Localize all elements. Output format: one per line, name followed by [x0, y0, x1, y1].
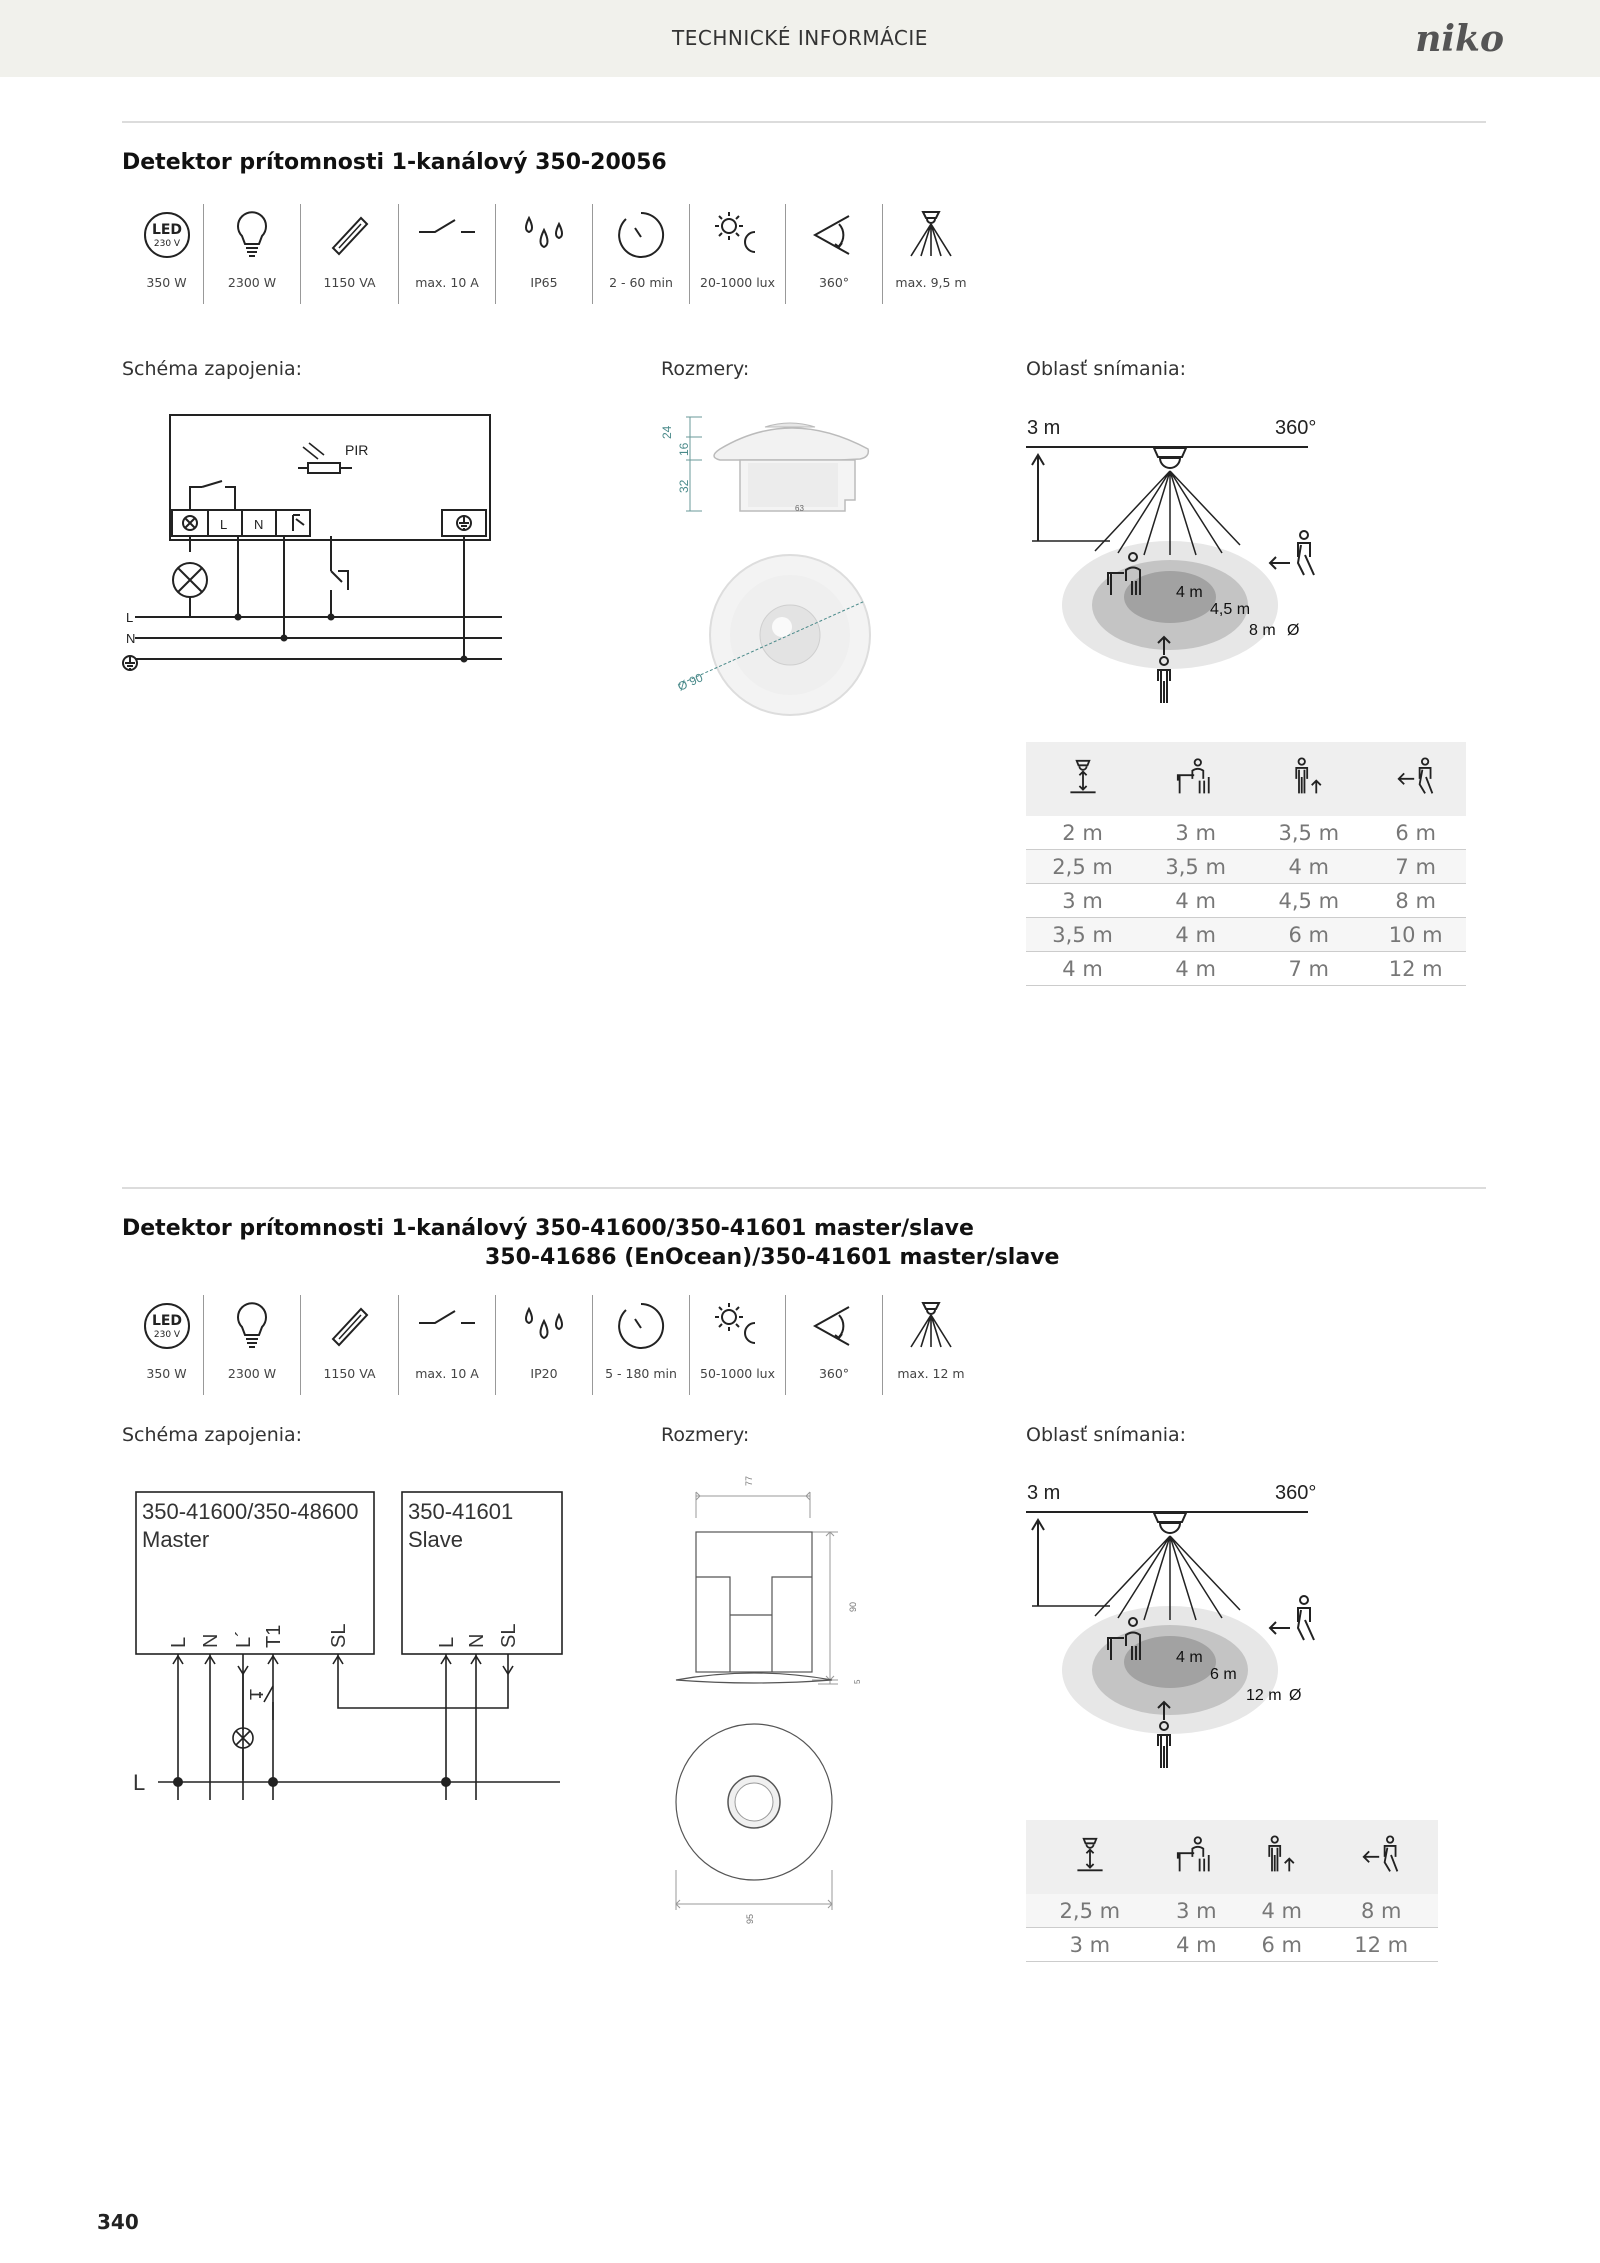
- radius-outer: 8 m: [1249, 622, 1276, 639]
- spec-ip: [496, 1295, 593, 1395]
- master-terminal-l: L: [168, 1636, 190, 1648]
- area-label: Oblasť snímania:: [1026, 358, 1187, 380]
- led-lamp-icon: [142, 210, 192, 260]
- spec-value: 50-1000 lux: [700, 1366, 775, 1381]
- dim-gap: 5: [853, 1679, 862, 1684]
- detection-angle: 360°: [1275, 417, 1317, 439]
- product-title-line2: 350-41686 (EnOcean)/350-41601 master/slave: [485, 1245, 1060, 1270]
- detection-area-diagram: [1024, 405, 1324, 705]
- sun-moon-icon: [711, 210, 765, 260]
- passing-person-icon: [1361, 1835, 1401, 1875]
- spec-value: 2 - 60 min: [609, 275, 673, 290]
- wiring-diagram: [120, 405, 510, 690]
- spec-value: 350 W: [146, 1366, 187, 1381]
- detection-area-diagram: [1024, 1470, 1324, 1770]
- spec-value: 20-1000 lux: [700, 275, 775, 290]
- led-text: LED: [151, 1313, 182, 1329]
- spec-timer: [593, 204, 690, 304]
- spec-value: IP20: [530, 1366, 558, 1381]
- spec-value: IP65: [530, 275, 558, 290]
- spec-led: [130, 204, 204, 304]
- col-ceiling-height: [1026, 742, 1139, 816]
- master-slave-wiring-diagram: [128, 1480, 568, 1810]
- spec-value: 2300 W: [227, 1366, 277, 1381]
- col-ceiling-height: [1026, 1820, 1154, 1894]
- seated-person-icon: [1176, 757, 1216, 797]
- slave-terminal-n: N: [466, 1633, 488, 1648]
- spec-angle: [786, 1295, 883, 1395]
- dimensions-label: Rozmery:: [661, 1424, 750, 1446]
- detection-angle: 360°: [1275, 1482, 1317, 1504]
- col-passing: [1324, 1820, 1438, 1894]
- passing-person-icon: [1396, 757, 1436, 797]
- ceiling-height-icon: [1065, 757, 1101, 797]
- detector-range-icon: [906, 210, 956, 260]
- water-drops-icon: [519, 210, 569, 260]
- timer-icon: [616, 210, 666, 260]
- walking-person-icon: [1262, 1835, 1302, 1875]
- table-row: [1026, 884, 1466, 918]
- spec-range: [883, 204, 979, 304]
- spec-switch: [399, 1295, 496, 1395]
- table-cell: 4 m: [1139, 952, 1252, 986]
- spec-lux: [690, 204, 786, 304]
- line-l-label: L: [126, 610, 134, 625]
- spec-tube: [301, 1295, 399, 1395]
- slave-role: Slave: [408, 1527, 464, 1552]
- table-header: [1026, 1820, 1438, 1894]
- detection-range-table: [1026, 1820, 1438, 1962]
- table-cell: 3,5 m: [1252, 816, 1365, 850]
- spec-value: max. 10 A: [415, 1366, 479, 1381]
- table-cell: 7 m: [1365, 850, 1466, 884]
- radius-outer: 12 m: [1246, 1687, 1282, 1704]
- radius-inner: 4 m: [1176, 584, 1203, 601]
- table-cell: 6 m: [1252, 918, 1365, 952]
- spec-tube: [301, 204, 399, 304]
- led-voltage: 230 V: [153, 239, 180, 249]
- table-cell: 8 m: [1365, 884, 1466, 918]
- spec-value: max. 9,5 m: [895, 275, 967, 290]
- slave-terminal-sl: SL: [498, 1623, 520, 1648]
- sun-moon-icon: [711, 1301, 765, 1351]
- table-cell: 12 m: [1324, 1928, 1438, 1962]
- col-seated: [1154, 1820, 1239, 1894]
- master-terminal-sl: SL: [328, 1623, 350, 1648]
- table-cell: 3 m: [1026, 1928, 1154, 1962]
- spec-value: 360°: [818, 275, 850, 290]
- table-cell: 3 m: [1139, 816, 1252, 850]
- table-cell: 6 m: [1365, 816, 1466, 850]
- master-role: Master: [142, 1527, 210, 1552]
- angle-icon: [809, 210, 859, 260]
- table-cell: 4 m: [1139, 884, 1252, 918]
- fluorescent-tube-icon: [325, 210, 375, 260]
- dim-width-top: 77: [744, 1475, 754, 1486]
- table-row: [1026, 850, 1466, 884]
- table-cell: 7 m: [1252, 952, 1365, 986]
- terminal-n: N: [254, 517, 264, 532]
- area-label: Oblasť snímania:: [1026, 1424, 1187, 1446]
- dim-24: 24: [660, 425, 674, 439]
- pushbutton-label: T: [247, 1689, 267, 1700]
- spec-value: 360°: [818, 1366, 850, 1381]
- switch-contact-icon: [417, 1301, 477, 1351]
- table-cell: 6 m: [1239, 1928, 1324, 1962]
- fluorescent-tube-icon: [325, 1301, 375, 1351]
- product-title: [122, 1214, 1059, 1272]
- col-walking: [1239, 1820, 1324, 1894]
- spec-ip: [496, 204, 593, 304]
- diameter-symbol: Ø: [1289, 1687, 1302, 1704]
- ceiling-height-icon: [1072, 1835, 1108, 1875]
- dim-32: 32: [677, 479, 691, 493]
- diameter-symbol: Ø: [1287, 622, 1300, 639]
- dim-16: 16: [677, 442, 691, 456]
- wiring-label: Schéma zapojenia:: [122, 1424, 303, 1446]
- table-row: [1026, 1928, 1438, 1962]
- table-cell: 10 m: [1365, 918, 1466, 952]
- section-divider: [122, 121, 1486, 123]
- spec-bulb: [204, 204, 301, 304]
- table-row: [1026, 952, 1466, 986]
- table-cell: 3 m: [1026, 884, 1139, 918]
- spec-value: max. 10 A: [415, 275, 479, 290]
- table-cell: 3,5 m: [1026, 918, 1139, 952]
- slave-model: 350-41601: [408, 1499, 514, 1524]
- mount-height: 3 m: [1027, 417, 1061, 439]
- col-passing: [1365, 742, 1466, 816]
- line-n-label: N: [126, 631, 136, 646]
- table-cell: 2,5 m: [1026, 1894, 1154, 1928]
- spec-value: 350 W: [146, 275, 187, 290]
- mount-height: 3 m: [1027, 1482, 1061, 1504]
- section-divider: [122, 1187, 1486, 1189]
- master-terminal-t1: T1: [263, 1624, 285, 1648]
- table-cell: 12 m: [1365, 952, 1466, 986]
- col-seated: [1139, 742, 1252, 816]
- angle-icon: [809, 1301, 859, 1351]
- table-cell: 3,5 m: [1139, 850, 1252, 884]
- table-cell: 2 m: [1026, 816, 1139, 850]
- table-cell: 4 m: [1252, 850, 1365, 884]
- line-l-label: L: [133, 1770, 146, 1795]
- spec-value: 5 - 180 min: [605, 1366, 677, 1381]
- led-text: LED: [151, 222, 182, 238]
- bulb-icon: [227, 210, 277, 260]
- spec-lux: [690, 1295, 786, 1395]
- pir-label: PIR: [345, 442, 369, 458]
- radius-mid: 4,5 m: [1210, 601, 1251, 618]
- table-cell: 4 m: [1026, 952, 1139, 986]
- spec-timer: [593, 1295, 690, 1395]
- table-row: [1026, 816, 1466, 850]
- table-cell: 2,5 m: [1026, 850, 1139, 884]
- product-title-line1: Detektor prítomnosti 1-kanálový 350-41600/350-41601 master/slave: [122, 1216, 974, 1241]
- table-row: [1026, 918, 1466, 952]
- terminal-l: L: [220, 517, 228, 532]
- wiring-label: Schéma zapojenia:: [122, 358, 303, 380]
- switch-contact-icon: [417, 210, 477, 260]
- radius-mid: 6 m: [1210, 1666, 1237, 1683]
- spec-led: [130, 1295, 204, 1395]
- table-cell: 4 m: [1139, 918, 1252, 952]
- radius-inner: 4 m: [1176, 1649, 1203, 1666]
- dimensions-drawing: [660, 405, 890, 725]
- spec-value: 2300 W: [227, 275, 277, 290]
- dimensions-drawing: [660, 1470, 890, 1930]
- dim-diameter: Ø 90: [675, 670, 705, 694]
- dim-height: 90: [848, 1601, 858, 1612]
- detector-range-icon: [906, 1301, 956, 1351]
- master-terminal-lprime: L´: [233, 1630, 255, 1648]
- table-cell: 4,5 m: [1252, 884, 1365, 918]
- spec-value: max. 12 m: [897, 1366, 965, 1381]
- timer-icon: [616, 1301, 666, 1351]
- dimensions-label: Rozmery:: [661, 358, 750, 380]
- table-cell: 4 m: [1154, 1928, 1239, 1962]
- table-header: [1026, 742, 1466, 816]
- spec-bulb: [204, 1295, 301, 1395]
- spec-value: 1150 VA: [323, 275, 376, 290]
- led-lamp-icon: [142, 1301, 192, 1351]
- product-title: Detektor prítomnosti 1-kanálový 350-20056: [122, 150, 667, 175]
- master-terminal-n: N: [200, 1633, 222, 1648]
- niko-logo: niko: [1415, 18, 1504, 60]
- spec-value: 1150 VA: [323, 1366, 376, 1381]
- header-title: TECHNICKÉ INFORMÁCIE: [672, 26, 928, 50]
- table-row: [1026, 1894, 1438, 1928]
- detection-range-table: [1026, 742, 1466, 986]
- page-number: 340: [97, 2210, 139, 2234]
- spec-strip: [130, 204, 979, 304]
- col-walking: [1252, 742, 1365, 816]
- seated-person-icon: [1176, 1835, 1216, 1875]
- master-model: 350-41600/350-48600: [142, 1499, 359, 1524]
- table-cell: 8 m: [1324, 1894, 1438, 1928]
- led-voltage: 230 V: [153, 1330, 180, 1340]
- walking-person-icon: [1289, 757, 1329, 797]
- water-drops-icon: [519, 1301, 569, 1351]
- spec-switch: [399, 204, 496, 304]
- bulb-icon: [227, 1301, 277, 1351]
- spec-angle: [786, 204, 883, 304]
- table-cell: 3 m: [1154, 1894, 1239, 1928]
- dim-diameter: 95: [745, 1913, 755, 1924]
- slave-terminal-l: L: [436, 1636, 458, 1648]
- spec-range: [883, 1295, 979, 1395]
- table-cell: 4 m: [1239, 1894, 1324, 1928]
- spec-strip: [130, 1295, 979, 1395]
- dim-63: 63: [795, 504, 804, 513]
